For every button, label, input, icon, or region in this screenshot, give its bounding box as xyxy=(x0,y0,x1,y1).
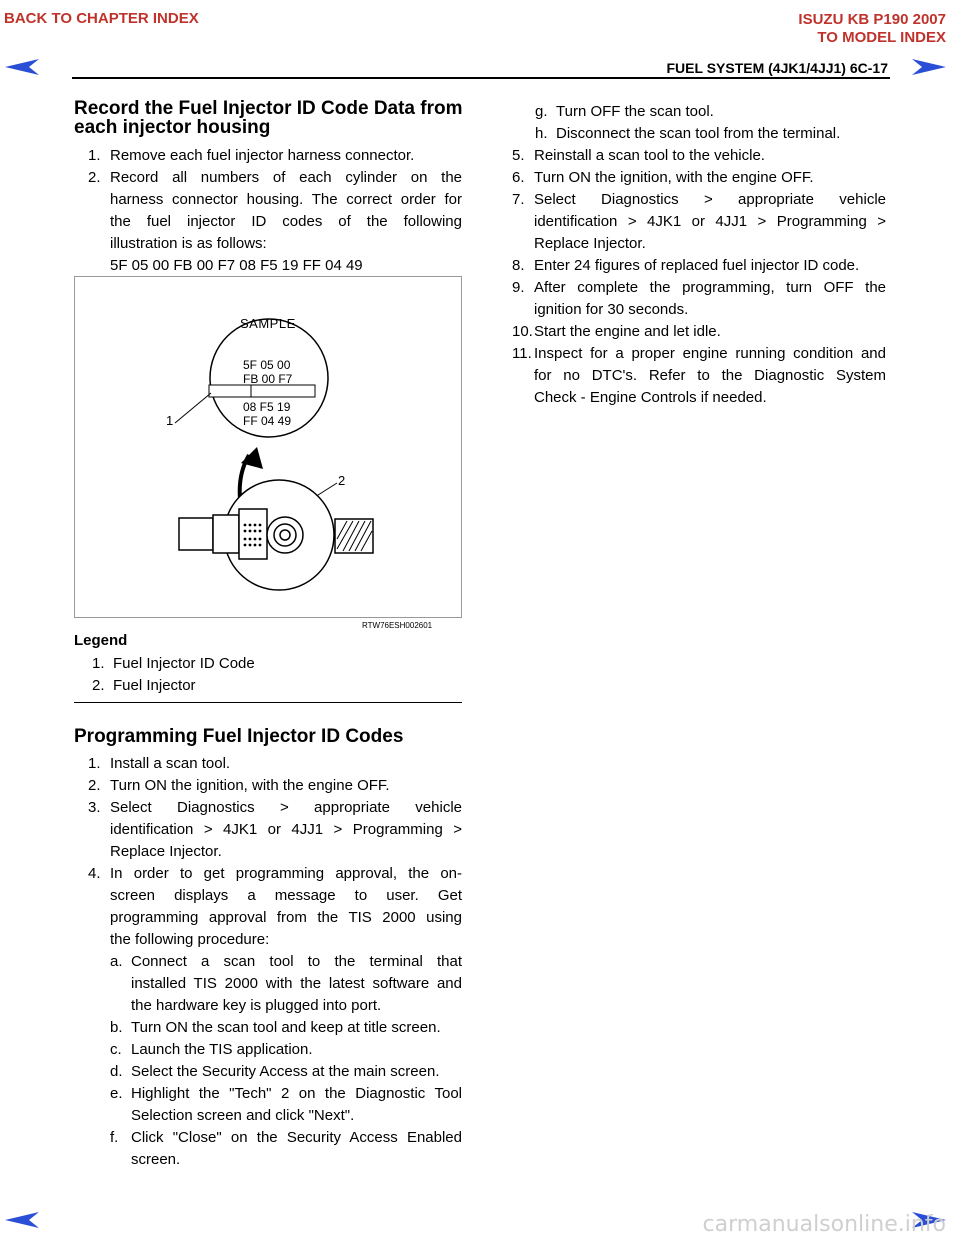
figure-code-line: FB 00 F7 xyxy=(243,372,293,386)
header-rule xyxy=(72,77,890,79)
connector-housing xyxy=(239,509,267,559)
list-item: 3. Select Diagnostics > appropriate vehicle identification > 4JK1 or 4JJ1 > Programming > Replace Injector. xyxy=(88,799,462,860)
figure-id-code: RTW76ESH002601 xyxy=(362,621,433,630)
figure-code-line: FF 04 49 xyxy=(243,414,292,428)
label-bar xyxy=(209,385,315,397)
legend-title: Legend xyxy=(74,632,128,649)
injector-id-figure xyxy=(74,276,462,618)
callout-number-1: 1 xyxy=(166,413,174,428)
figure-sample-label: SAMPLE xyxy=(240,316,296,331)
side-connector xyxy=(335,519,373,553)
legend-rule xyxy=(74,702,462,703)
list-item: 4. In order to get programming approval, the on- screen displays a message to user. Get programming approval from the TIS 2000 using the following procedure: xyxy=(88,865,462,948)
figure-code-line: 5F 05 00 xyxy=(243,358,291,372)
section-title-record-id-line2: each injector housing xyxy=(74,117,271,138)
sub-list-item: a. Connect a scan tool to the terminal that installed TIS 2000 with the latest software and the hardware key is plugged into port. xyxy=(110,953,462,1014)
footer-watermark: carmanualsonline.info xyxy=(702,1212,946,1237)
next-page-arrow-icon[interactable] xyxy=(910,57,948,77)
back-to-chapter-index-link[interactable]: BACK TO CHAPTER INDEX xyxy=(4,10,199,27)
sub-list-item: f. Click "Close" on the Security Access Enabled screen. xyxy=(110,1129,462,1168)
section-title-record-id: Record the Fuel Injector ID Code Data from xyxy=(74,98,463,119)
model-title: ISUZU KB P190 2007 xyxy=(798,11,946,28)
prev-page-arrow-icon[interactable] xyxy=(3,1210,41,1230)
prev-page-arrow-icon[interactable] xyxy=(3,57,41,77)
list-item: 2. Record all numbers of each cylinder on the harness connector housing. The correct order for the fuel injector ID codes of the following illustration is as follows: 5F 05 00 FB 00 F7 08 F5 19 FF 04 49 xyxy=(88,169,462,274)
list-item: 7. Select Diagnostics > appropriate vehicle identification > 4JK1 or 4JJ1 > Programming > Replace Injector. xyxy=(512,191,886,252)
list-item: 11. Inspect for a proper engine running condition and for no DTC's. Refer to the Diagnostic System Check - Engine Controls if needed. xyxy=(512,345,886,406)
callout-number-2: 2 xyxy=(338,473,346,488)
section-title-programming: Programming Fuel Injector ID Codes xyxy=(74,726,404,747)
to-model-index-link[interactable]: TO MODEL INDEX xyxy=(817,29,946,46)
callout-line-1 xyxy=(175,393,211,423)
page-header-title: FUEL SYSTEM (4JK1/4JJ1) 6C-17 xyxy=(666,60,888,76)
injector-tip xyxy=(179,518,213,550)
list-item: 9. After complete the programming, turn OFF the ignition for 30 seconds. xyxy=(512,279,886,318)
sub-list-item: e. Highlight the "Tech" 2 on the Diagnostic Tool Selection screen and click "Next". xyxy=(110,1085,462,1124)
figure-code-line: 08 F5 19 xyxy=(243,400,291,414)
